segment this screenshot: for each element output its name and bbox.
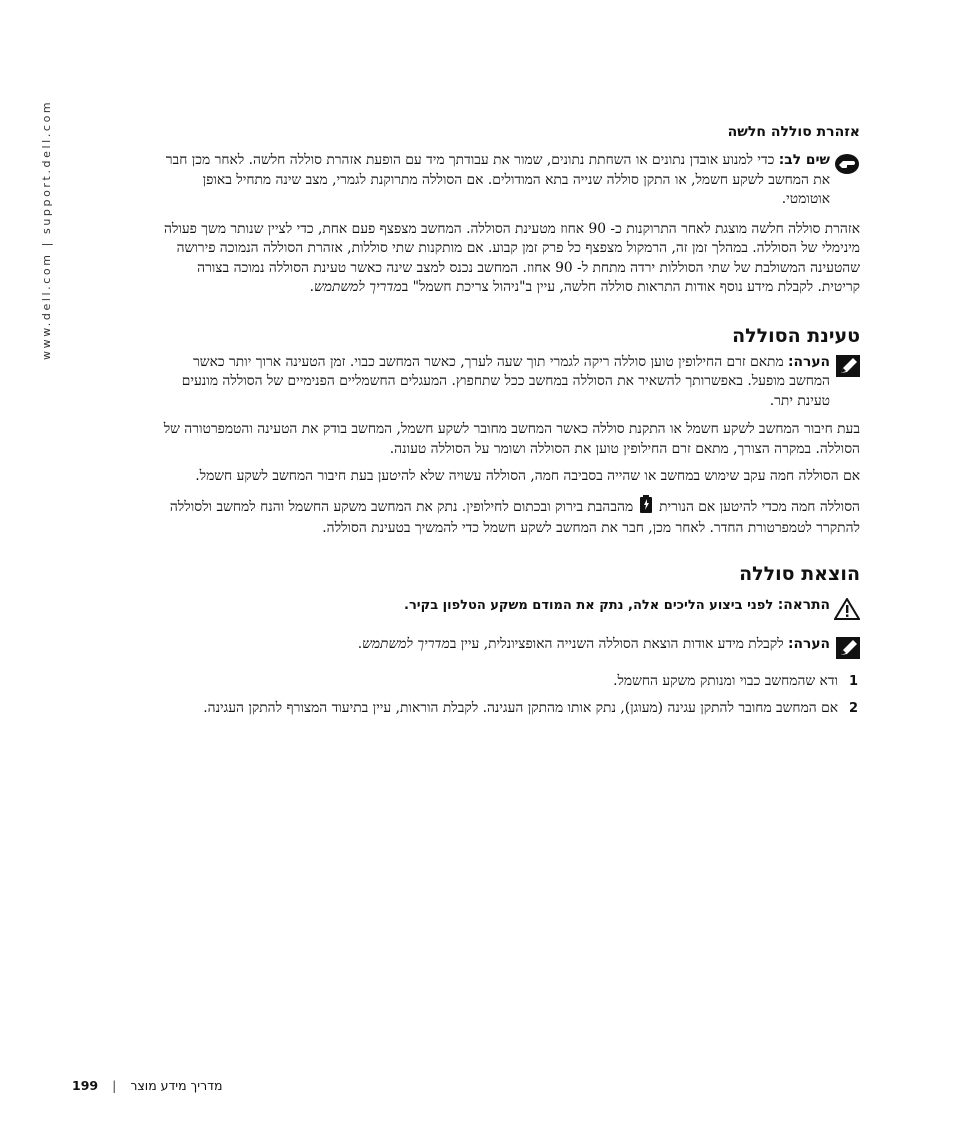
note-pencil-icon: [834, 355, 860, 381]
charging-para-2: אם הסוללה חמה עקב שימוש במחשב או שהייה בסביבה חמה, הסוללה עשויה שלא להיטען בעת חיבור המחשב לשקע חשמל.: [195, 468, 860, 484]
page-footer: [72, 1078, 222, 1093]
caution-box: [160, 596, 860, 624]
low-battery-text: אזהרת סוללה חלשה מוצגת לאחר התרוקנות כ- 90 אחוז מטעינת הסוללה. המחשב מצפצף פעם אחת, כדי לציין שנותר משך פעולה מינימלי של הסוללה. במהלך זמן זה, הרמקול מצפצף כל פרק זמן קבוע. אם מותקנות שתי סוללות, אזהרת הסוללה הנמוכה פירושה שהטעינה המשולבת של שתי הסוללות ירדה מתחת ל- 90 אחוז. המחשב נכנס למצב שינה כאשר טעינת הסוללה נמוכה בצורה קריטית. לקבלת מידע נוסף אודות התראות סוללה חלשה, עיין ב"ניהול צריכת חשמל" ב: [163, 220, 860, 295]
user-guide-ref: מדריך למשתמש: [314, 279, 402, 295]
caution-body: לפני ביצוע הליכים אלה, נתק את המודם משקע הטלפון בקיר.: [404, 597, 778, 613]
guide-title: מדריך מידע מוצר: [130, 1078, 223, 1093]
side-url: www.dell.com | support.dell.com: [40, 99, 53, 360]
caution-label: התראה:: [777, 596, 830, 613]
charging-para-3: [160, 495, 860, 539]
note-label: הערה:: [788, 635, 830, 652]
note-pencil-icon: [834, 637, 860, 663]
charging-para-3-rest: מהבהבת בירוק ובכתום לחילופין. נתק את המחשב משקע החשמל והנח למחשב ולסוללה להתקרר לטמפרטורת החדר. לאחר מכן, חבר את המחשב לשקע חשמל כדי להמשיך בטעינת הסוללה.: [169, 498, 860, 536]
charging-para-1: בעת חיבור המחשב לשקע חשמל או התקנת סוללה כאשר המחשב מחובר לשקע חשמל, המחשב בודק את הטעינה והטמפרטורה של הסוללה. במקרה הצורך, מתאם זרם החילופין טוען את הסוללה ושומר על הסוללה טעונה.: [163, 421, 860, 457]
charging-note-text: [160, 353, 830, 412]
step-number: 2: [848, 701, 858, 716]
note-label: הערה:: [788, 353, 830, 370]
notice-body: כדי למנוע אובדן נתונים או השחתת נתונים, שמור את עבודתך מיד עם הופעת אזהרת סוללה חלשה. לאחר מכן חבר את המחשב לשקע חשמל, או התקן סוללה שנייה בתא המודולים. אם הסוללה מתרוקנת לגמרי, מצב שינה מתחיל באופן אוטומטי.: [165, 152, 830, 207]
step-item: [160, 699, 858, 719]
step-number: 1: [848, 673, 858, 689]
notice-label: שים לב:: [778, 152, 830, 168]
low-battery-heading: אזהרת סוללה חלשה: [727, 124, 860, 140]
caution-triangle-icon: [834, 598, 860, 624]
charging-note: [160, 353, 860, 412]
charging-heading: טעינת הסוללה: [732, 324, 860, 347]
note-body: מתאם זרם החילופין טוען סוללה ריקה לגמרי תוך שעה לערך, כאשר המחשב כבוי. זמן הטעינה ארוך יותר כאשר המחשב מופעל. באפשרותך להשאיר את הסוללה במחשב ככל שתחפוץ. המעגלים החשמליים הפנימיים של הסוללה מונעים טעינת יתר.: [181, 353, 830, 409]
low-battery-paragraph: [160, 220, 860, 298]
battery-status-icon: [639, 495, 653, 520]
notice-text: [160, 151, 830, 210]
step-text: ודא שהמחשב כבוי ומנותק משקע החשמל.: [613, 672, 838, 689]
step-text: אם המחשב מחובר להתקן עגינה (מעוגן), נתק אותו מהתקן העגינה. לקבלת הוראות, עיין בתיעוד המצורף להתקן העגינה.: [203, 700, 838, 716]
page-content: [160, 124, 860, 719]
notice-box: [160, 151, 860, 210]
caution-text: [160, 596, 830, 616]
note-end: .: [357, 635, 363, 652]
note-body: לקבלת מידע אודות הוצאת הסוללה השנייה האופציונלית, עיין ב: [449, 635, 789, 652]
step-item: [160, 672, 858, 692]
low-battery-end: .: [309, 279, 315, 295]
charging-para-3-start: הסוללה חמה מכדי להיטען אם הנורית: [659, 498, 860, 515]
user-guide-ref: מדריך למשתמש: [362, 635, 450, 652]
notice-hand-icon: [834, 153, 860, 179]
page-number: 199: [72, 1078, 99, 1093]
remove-note-text: [160, 635, 830, 655]
footer-separator: |: [112, 1078, 117, 1093]
remove-heading: הוצאת סוללה: [739, 562, 860, 585]
remove-note: [160, 635, 860, 663]
